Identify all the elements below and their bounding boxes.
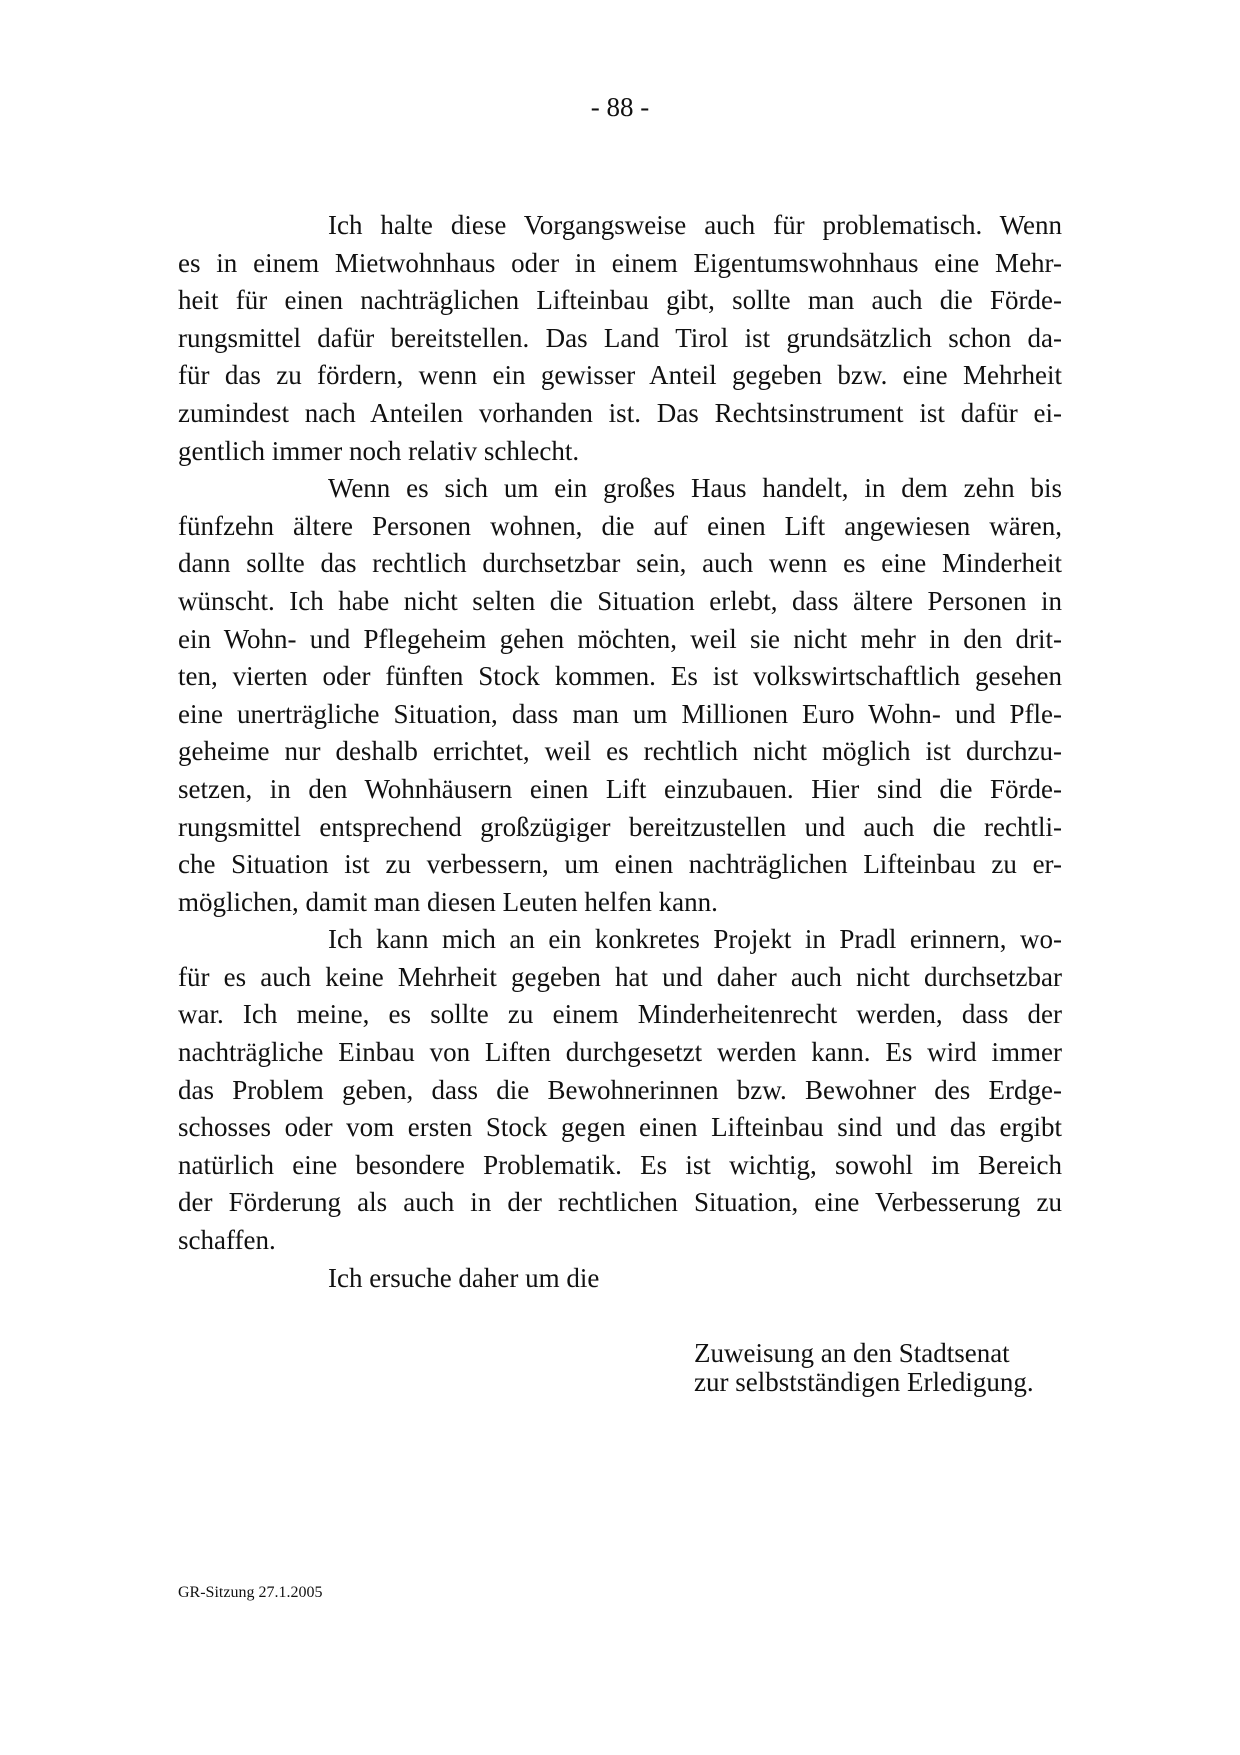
text-line: schaffen.: [178, 1225, 276, 1256]
text-line: wünscht. Ich habe nicht selten die Situation erlebt, dass ältere Personen in: [178, 585, 1062, 616]
text-line: natürlich eine besondere Problematik. Es ist wichtig, sowohl im Bereich: [178, 1149, 1062, 1180]
text-line: das Problem geben, dass die Bewohnerinnen bzw. Bewohner des Erdge-: [178, 1074, 1062, 1105]
text-line: möglichen, damit man diesen Leuten helfen kann.: [178, 886, 718, 917]
text-line: der Förderung als auch in der rechtlichen Situation, eine Verbesserung zu: [178, 1187, 1062, 1218]
text-line: ein Wohn- und Pflegeheim gehen möchten, weil sie nicht mehr in den drit-: [178, 623, 1062, 654]
text-line: gentlich immer noch relativ schlecht.: [178, 435, 580, 466]
text-line: rungsmittel entsprechend großzügiger bereitzustellen und auch die rechtli-: [178, 811, 1062, 842]
text-line: setzen, in den Wohnhäusern einen Lift einzubauen. Hier sind die Förde-: [178, 773, 1062, 804]
text-line: heit für einen nachträglichen Lifteinbau gibt, sollte man auch die Förde-: [178, 285, 1062, 316]
text-line: Ich halte diese Vorgangsweise auch für problematisch. Wenn: [328, 210, 1062, 240]
text-line: Ich ersuche daher um die: [328, 1262, 600, 1293]
closing-line: Zuweisung an den Stadtsenat: [694, 1338, 1010, 1368]
closing-motion: [694, 1339, 1034, 1397]
text-line: für das zu fördern, wenn ein gewisser Anteil gegeben bzw. eine Mehrheit: [178, 360, 1062, 391]
text-line: Wenn es sich um ein großes Haus handelt, in dem zehn bis: [328, 473, 1062, 504]
body-text: [178, 207, 1062, 1297]
text-line: Ich kann mich an ein konkretes Projekt in Pradl erinnern, wo-: [328, 924, 1062, 955]
text-line: fünfzehn ältere Personen wohnen, die auf einen Lift angewiesen wären,: [178, 510, 1062, 541]
text-line: ten, vierten oder fünften Stock kommen. Es ist volkswirtschaftlich gesehen: [178, 661, 1062, 692]
text-line: che Situation ist zu verbessern, um einen nachträglichen Lifteinbau zu er-: [178, 849, 1062, 880]
text-line: schosses oder vom ersten Stock gegen einen Lifteinbau sind und das ergibt: [178, 1112, 1062, 1143]
text-line: nachträgliche Einbau von Liften durchgesetzt werden kann. Es wird immer: [178, 1037, 1062, 1068]
text-line: zumindest nach Anteilen vorhanden ist. Das Rechtsinstrument ist dafür ei-: [178, 397, 1062, 428]
text-line: war. Ich meine, es sollte zu einem Minderheitenrecht werden, dass der: [178, 999, 1062, 1030]
footer: GR-Sitzung 27.1.2005: [178, 1584, 323, 1601]
text-line: eine unerträgliche Situation, dass man um Millionen Euro Wohn- und Pfle-: [178, 698, 1062, 729]
closing-line: zur selbstständigen Erledigung.: [694, 1367, 1034, 1397]
text-line: es in einem Mietwohnhaus oder in einem Eigentumswohnhaus eine Mehr-: [178, 247, 1062, 278]
text-line: geheime nur deshalb errichtet, weil es rechtlich nicht möglich ist durchzu-: [178, 736, 1062, 767]
text-line: rungsmittel dafür bereitstellen. Das Land Tirol ist grundsätzlich schon da-: [178, 322, 1062, 353]
page-number: - 88 -: [590, 92, 650, 122]
text-line: dann sollte das rechtlich durchsetzbar sein, auch wenn es eine Minderheit: [178, 548, 1062, 579]
text-line: für es auch keine Mehrheit gegeben hat und daher auch nicht durchsetzbar: [178, 961, 1062, 992]
